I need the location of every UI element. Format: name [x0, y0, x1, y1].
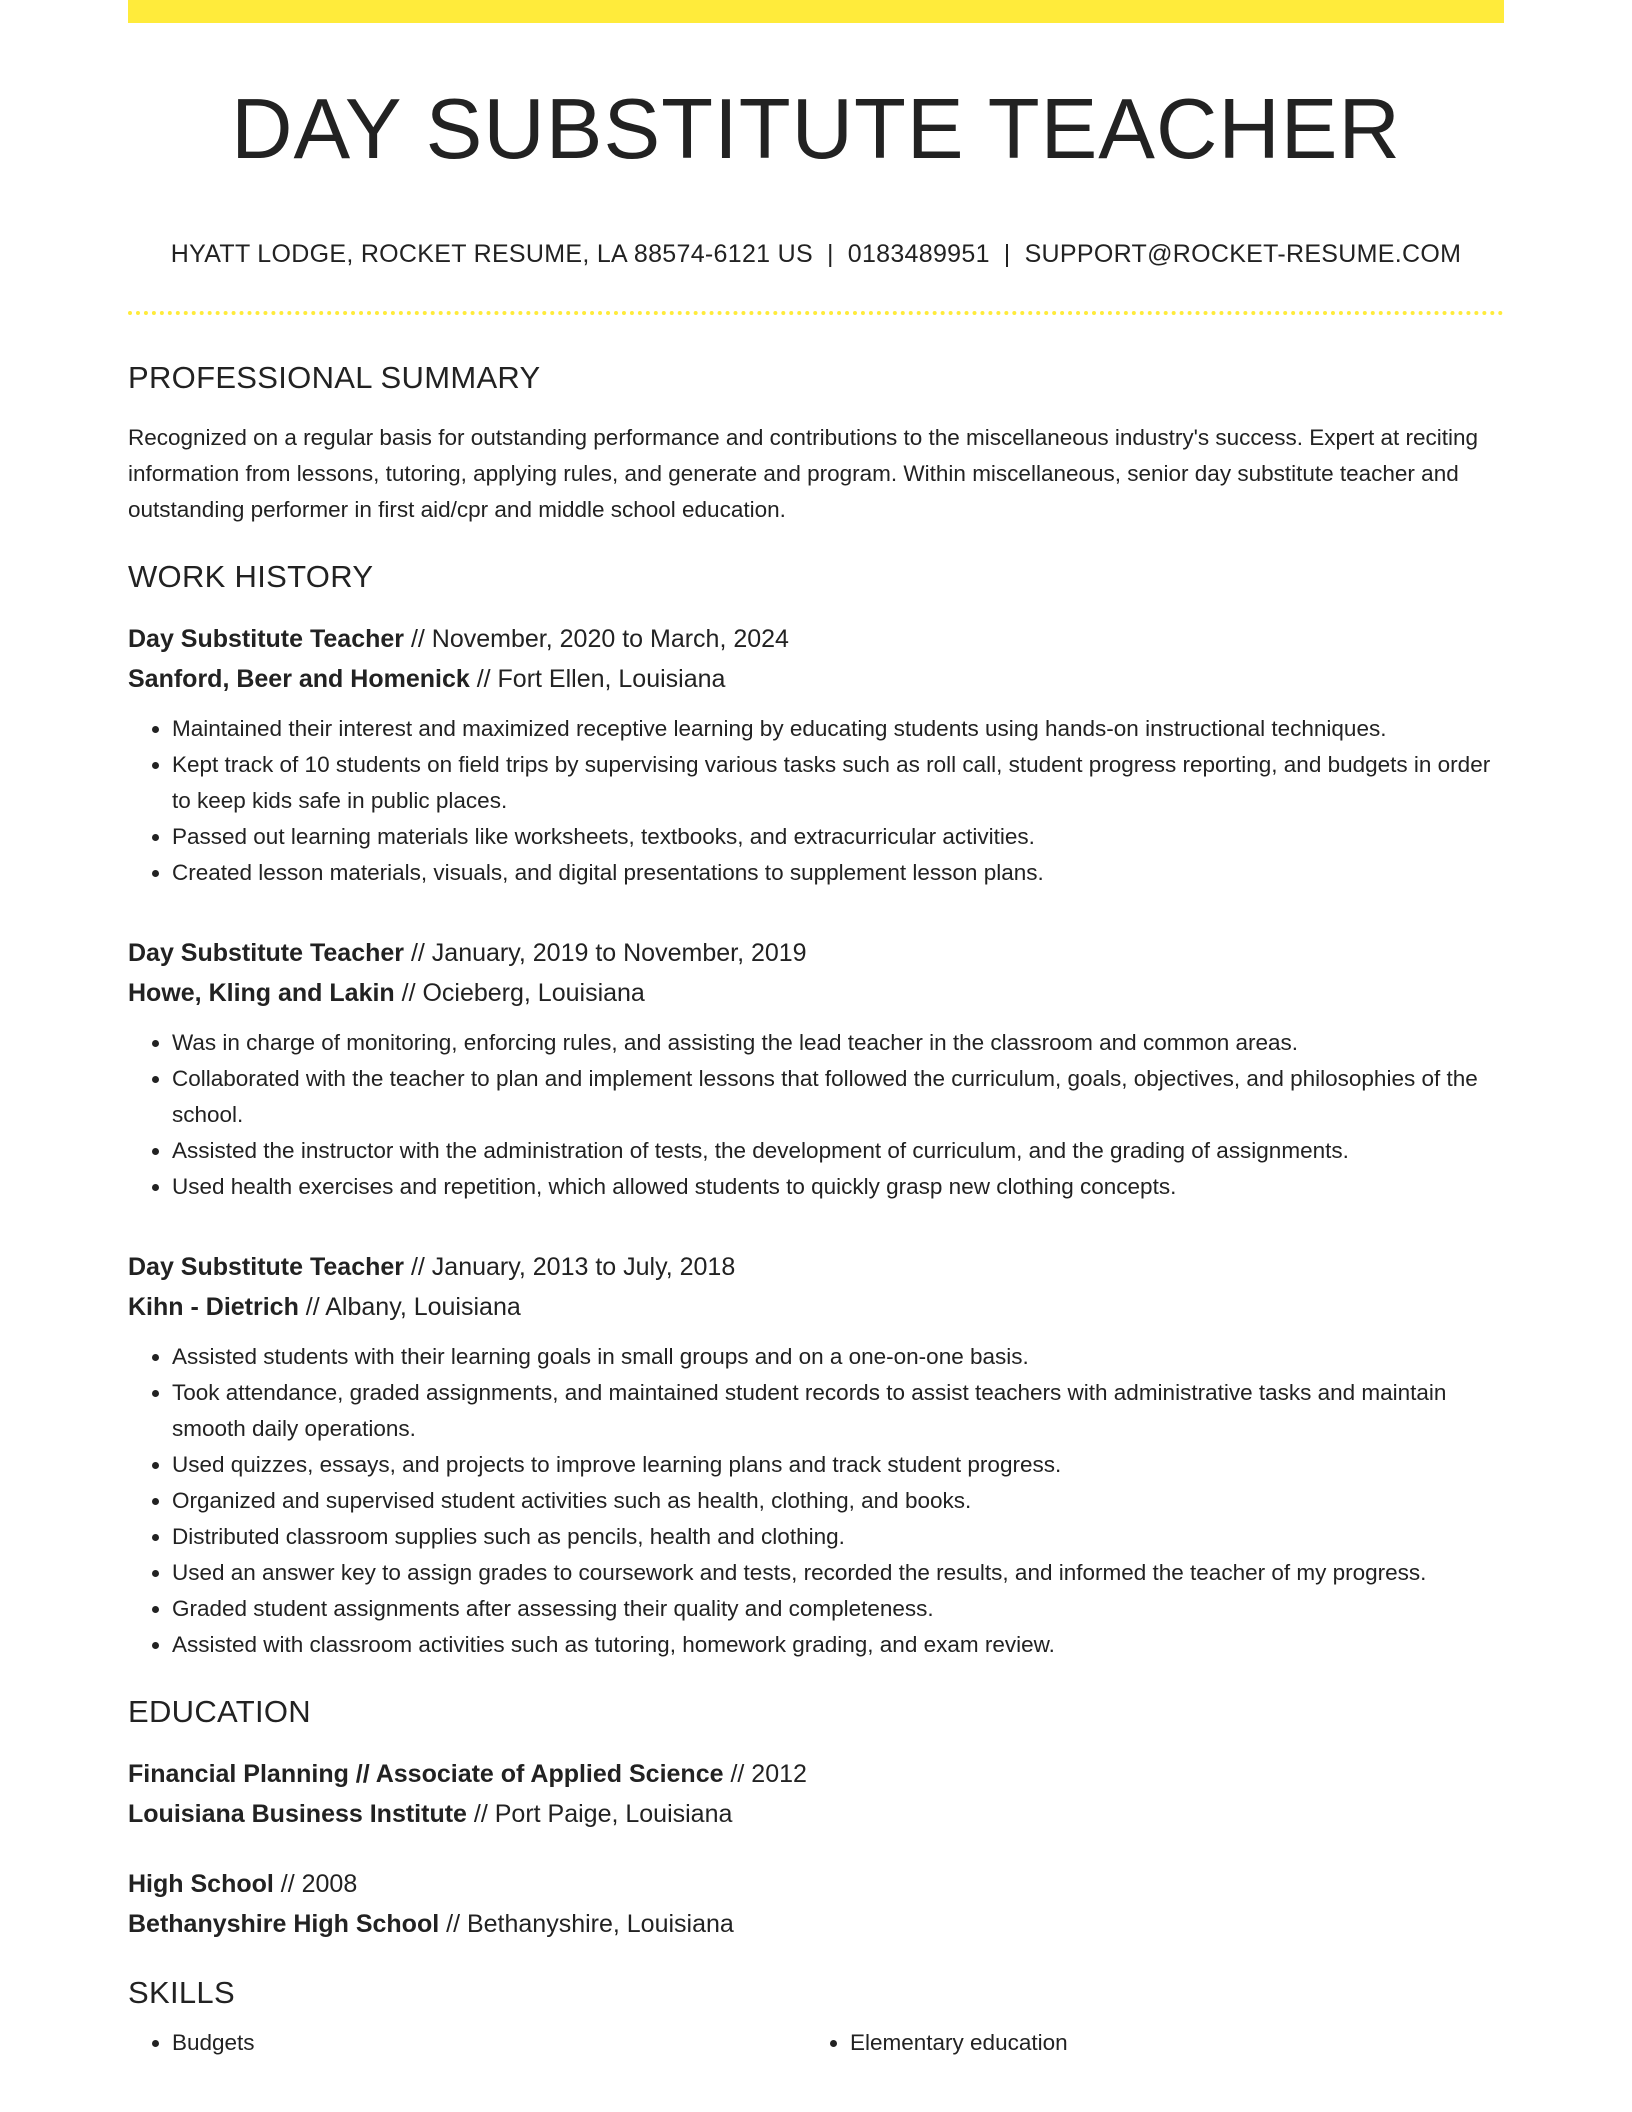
job-company-line — [128, 659, 1504, 699]
candidate-title: DAY SUBSTITUTE TEACHER — [231, 82, 1401, 177]
skills-list — [128, 2025, 1504, 2061]
job-bullets — [128, 1025, 1504, 1205]
job-bullet: • Distributed classroom supplies such as pencils, health and clothing. — [172, 1519, 1504, 1555]
job-bullet: • Used health exercises and repetition, which allowed students to quickly grasp new clothing concepts. — [172, 1169, 1504, 1205]
job-bullets — [128, 711, 1504, 891]
skills-column-right — [806, 2025, 1484, 2061]
job-company-line — [128, 973, 1504, 1013]
job-bullet: • Kept track of 10 students on field trips by supervising various tasks such as roll call, student progress reporting, and budgets in order to keep kids safe in public places. — [172, 747, 1504, 819]
job-position: Day Substitute Teacher — [128, 624, 405, 653]
job-bullet: • Used an answer key to assign grades to coursework and tests, recorded the results, and informed the teacher of my progress. — [172, 1555, 1504, 1591]
job-company: Howe, Kling and Lakin — [128, 978, 395, 1007]
education-year: // 2008 — [273, 1870, 358, 1899]
job-bullet: • Assisted the instructor with the administration of tests, the development of curriculum, and the grading of assignments. — [172, 1133, 1504, 1169]
job-bullet: • Organized and supervised student activities such as health, clothing, and books. — [172, 1483, 1504, 1519]
education-school: Louisiana Business Institute — [128, 1800, 467, 1829]
job-bullet: • Maintained their interest and maximized receptive learning by educating students using hands-on instructional techniques. — [172, 711, 1504, 747]
education-degree-line — [128, 1864, 1504, 1904]
job-dates: // November, 2020 to March, 2024 — [404, 624, 789, 653]
job-location: // Ocieberg, Louisiana — [394, 978, 645, 1007]
education-school-line — [128, 1904, 1504, 1944]
job-dates: // January, 2019 to November, 2019 — [404, 938, 807, 967]
contact-separator: | — [1003, 239, 1011, 268]
job-entry — [128, 1247, 1504, 1663]
contact-separator: | — [826, 239, 834, 268]
dotted-divider — [128, 311, 1504, 315]
job-bullet: • Created lesson materials, visuals, and digital presentations to supplement lesson plans. — [172, 855, 1504, 891]
contact-address: HYATT LODGE, ROCKET RESUME, LA 88574-6121 US — [170, 239, 813, 268]
job-title-line — [128, 619, 1504, 659]
job-location: // Albany, Louisiana — [298, 1292, 521, 1321]
job-bullet: • Assisted students with their learning goals in small groups and on a one-on-one basis. — [172, 1339, 1504, 1375]
job-bullet: • Used quizzes, essays, and projects to improve learning plans and track student progress. — [172, 1447, 1504, 1483]
job-location: // Fort Ellen, Louisiana — [469, 664, 726, 693]
contact-phone: 0183489951 — [847, 239, 990, 268]
job-bullet: • Was in charge of monitoring, enforcing rules, and assisting the lead teacher in the classroom and common areas. — [172, 1025, 1504, 1061]
skill-item: • Budgets — [172, 2025, 806, 2061]
job-bullet: • Passed out learning materials like worksheets, textbooks, and extracurricular activities. — [172, 819, 1504, 855]
skills-heading: SKILLS — [128, 1975, 235, 2011]
job-company-line — [128, 1287, 1504, 1327]
job-position: Day Substitute Teacher — [128, 1252, 405, 1281]
education-degree: Financial Planning // Associate of Applied Science — [128, 1760, 724, 1789]
accent-bar — [128, 0, 1504, 23]
education-location: // Bethanyshire, Louisiana — [439, 1910, 734, 1939]
education-location: // Port Paige, Louisiana — [466, 1800, 733, 1829]
job-entry — [128, 619, 1504, 891]
job-entry — [128, 933, 1504, 1205]
education-entry — [128, 1754, 1504, 1834]
job-bullet: • Assisted with classroom activities such as tutoring, homework grading, and exam review. — [172, 1627, 1504, 1663]
resume-content — [128, 0, 1504, 2061]
education-school: Bethanyshire High School — [128, 1910, 440, 1939]
education-degree-line — [128, 1754, 1504, 1794]
job-dates: // January, 2013 to July, 2018 — [404, 1252, 736, 1281]
job-bullet: • Collaborated with the teacher to plan and implement lessons that followed the curriculum, goals, objectives, and philosophies of the school. — [172, 1061, 1504, 1133]
job-bullet: • Took attendance, graded assignments, and maintained student records to assist teachers with administrative tasks and maintain smooth daily operations. — [172, 1375, 1504, 1447]
job-title-line — [128, 933, 1504, 973]
summary-heading: PROFESSIONAL SUMMARY — [128, 359, 541, 395]
job-title-line — [128, 1247, 1504, 1287]
education-degree: High School — [128, 1870, 274, 1899]
education-year: // 2012 — [723, 1760, 807, 1789]
job-bullets — [128, 1339, 1504, 1663]
education-entry — [128, 1864, 1504, 1944]
job-position: Day Substitute Teacher — [128, 938, 405, 967]
contact-line — [128, 239, 1504, 269]
job-company: Kihn - Dietrich — [128, 1292, 299, 1321]
summary-text: Recognized on a regular basis for outstanding performance and contributions to the miscellaneous industry's success. Expert at reciting information from lessons, tutoring, applying rules, and generate and program. Within miscellaneous, senior day substitute teacher and outstanding performer in first aid/cpr and middle school education. — [128, 424, 1479, 522]
education-school-line — [128, 1794, 1504, 1834]
job-company: Sanford, Beer and Homenick — [128, 664, 470, 693]
job-bullet: • Graded student assignments after assessing their quality and completeness. — [172, 1591, 1504, 1627]
skills-column-left — [128, 2025, 806, 2061]
work-history-heading: WORK HISTORY — [128, 558, 374, 594]
contact-email[interactable]: SUPPORT@ROCKET-RESUME.COM — [1024, 239, 1462, 268]
skill-item: • Elementary education — [850, 2025, 1484, 2061]
education-heading: EDUCATION — [128, 1693, 311, 1729]
